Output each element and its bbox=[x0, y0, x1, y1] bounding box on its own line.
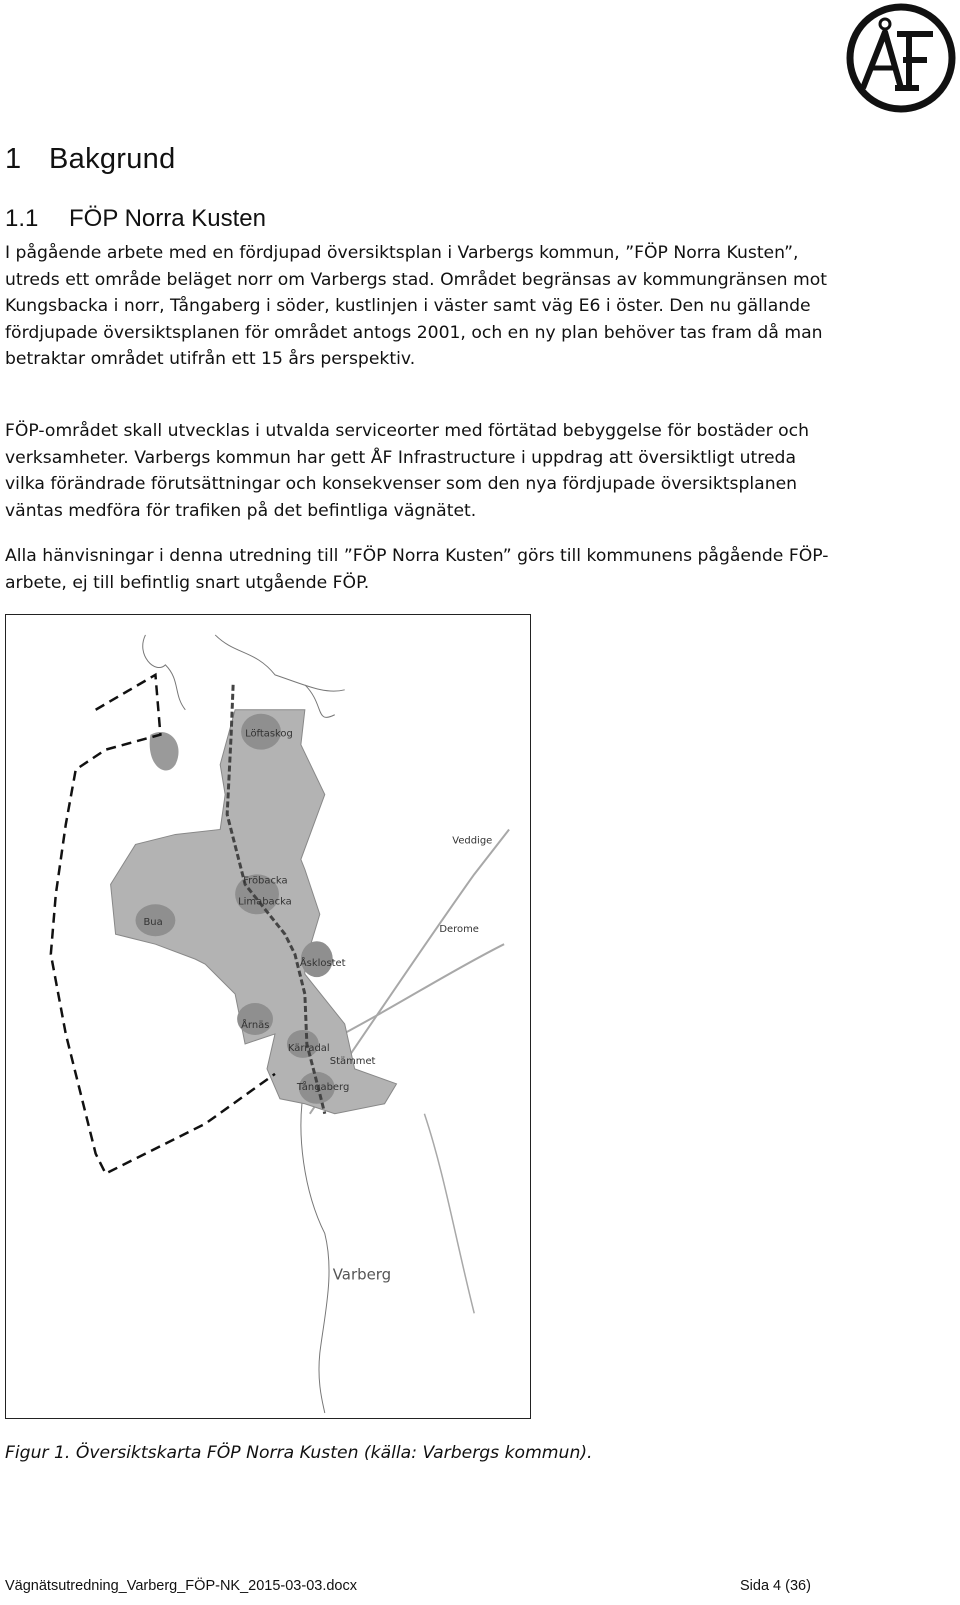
map-label: Tångaberg bbox=[296, 1081, 350, 1093]
map-label: Varberg bbox=[332, 1265, 392, 1284]
map-label: Bua bbox=[143, 917, 163, 929]
map-label: Fröbacka bbox=[243, 875, 288, 887]
subsection-title: FÖP Norra Kusten bbox=[69, 205, 266, 232]
coastline bbox=[143, 635, 345, 717]
paragraph: FÖP-området skall utvecklas i utvalda serviceorter med förtätad bebyggelse för bostäder och verksamheter. Varbergs kommun har gett ÅF Infrastructure i uppdrag att översiktligt utreda vilka förändrade förutsättningar och konsekvenser som den nya fördjupade översiktsplanen väntas medföra för trafiken på det befintliga vägnätet. bbox=[5, 421, 809, 521]
map-label: Årnäs bbox=[241, 1019, 270, 1031]
island-shape bbox=[150, 732, 179, 770]
paragraph: Alla hänvisningar i denna utredning till ”FÖP Norra Kusten” görs till kommunens pågående FÖP-arbete, ej till befintlig snart utgående FÖP. bbox=[5, 546, 829, 593]
figure-caption: Figur 1. Översiktskarta FÖP Norra Kusten (källa: Varbergs kommun). bbox=[5, 1443, 593, 1463]
subsection-heading bbox=[5, 205, 266, 233]
footer-filename: Vägnätsutredning_Varberg_FÖP-NK_2015-03-03.docx bbox=[5, 1578, 357, 1594]
paragraph: I pågående arbete med en fördjupad översiktsplan i Varbergs kommun, ”FÖP Norra Kusten”, utreds ett område beläget norr om Varbergs stad. Området begränsas av kommungränsen mot Kungsbacka i norr, Tångaberg i söder, kustlinjen i väster samt väg E6 i öster. Den nu gällande fördjupade översiktsplanen för området antogs 2001, och en ny plan behöver tas fram då man betraktar området utifrån ett 15 års perspektiv. bbox=[5, 243, 828, 369]
map-label: Veddige bbox=[452, 835, 493, 847]
map-label: Limabacka bbox=[238, 896, 292, 908]
map-label: Åsklostet bbox=[299, 958, 346, 970]
map-label: Kärradal bbox=[287, 1042, 330, 1054]
map-label: Derome bbox=[439, 924, 479, 936]
map-label: Löftaskog bbox=[245, 728, 293, 740]
section-number: 1 bbox=[5, 143, 22, 175]
section-title: Bakgrund bbox=[49, 143, 176, 175]
coastline-south bbox=[301, 1084, 329, 1413]
overview-map bbox=[5, 614, 531, 1419]
af-logo bbox=[845, 2, 957, 114]
subsection-number: 1.1 bbox=[5, 205, 39, 232]
footer-page-number: Sida 4 (36) bbox=[740, 1578, 811, 1594]
section-heading bbox=[5, 143, 176, 176]
map-label: Stämmet bbox=[329, 1055, 376, 1067]
road bbox=[424, 1114, 474, 1314]
